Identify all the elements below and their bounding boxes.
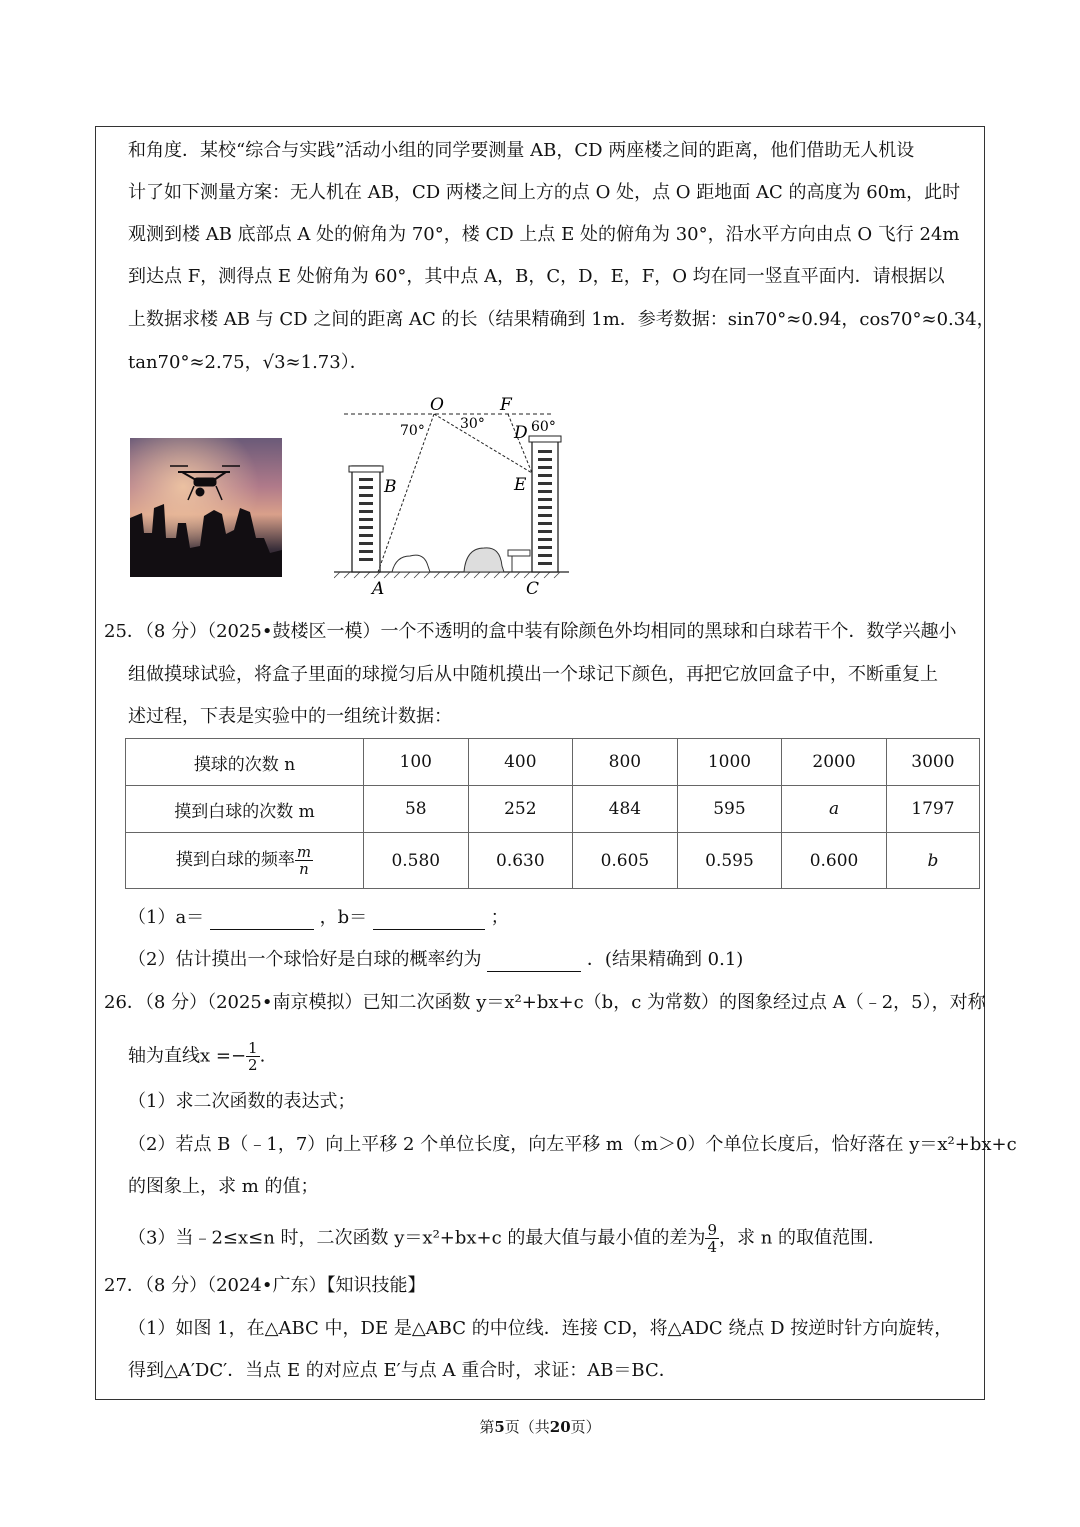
p25-line1: 25．（8 分）（2025•鼓楼区一模）一个不透明的盒中装有除颜色外均相同的黑球和白球若干个．数学兴趣小 xyxy=(104,621,957,642)
row3-head xyxy=(126,833,364,889)
table-row xyxy=(126,833,980,889)
table-cell: 100 xyxy=(364,739,469,786)
p26-q2a: （2）若点 B（﹣1，7）向上平移 2 个单位长度，向左平移 m（m＞0）个单位长度后，恰好落在 y＝x²+bx+c xyxy=(128,1134,1017,1155)
answer-blank-prob[interactable] xyxy=(487,953,581,972)
p27-line3: 得到△A′DC′．当点 E 的对应点 E′与点 A 重合时，求证：AB＝BC． xyxy=(128,1360,677,1381)
p26-q1: （1）求二次函数的表达式； xyxy=(128,1091,356,1112)
table-cell: 0.630 xyxy=(468,833,573,889)
fraction-nine-quarters xyxy=(705,1222,719,1255)
table-cell: 1797 xyxy=(886,786,979,833)
p24-line1: 和角度．某校“综合与实践”活动小组的同学要测量 AB，CD 两座楼之间的距离，他们借助无人机设 xyxy=(128,140,915,161)
table-cell: 0.605 xyxy=(573,833,678,889)
axis-label: 轴为直线x =− xyxy=(128,1045,247,1067)
label-b: B xyxy=(384,477,397,497)
table-cell: 0.580 xyxy=(364,833,469,889)
footer-total-pages: 20 xyxy=(549,1418,571,1436)
p25-line3: 述过程，下表是实验中的一组统计数据： xyxy=(128,706,452,727)
angle-30: 30° xyxy=(460,416,485,432)
table-cell: a xyxy=(782,786,887,833)
table-cell: 3000 xyxy=(886,739,979,786)
table-row xyxy=(126,786,980,833)
q2-label: （2）估计摸出一个球恰好是白球的概率约为 xyxy=(128,949,482,970)
geometry-diagram xyxy=(334,396,574,601)
q2-end: ．(结果精确到 0.1) xyxy=(586,949,744,970)
table-cell: 400 xyxy=(468,739,573,786)
row3-head-label: 摸到白球的频率 xyxy=(175,850,295,870)
frac-den: n xyxy=(299,860,309,878)
angle-70: 70° xyxy=(400,423,425,439)
p24-line2: 计了如下测量方案：无人机在 AB，CD 两楼之间上方的点 O 处，点 O 距地面 AC 的高度为 60m，此时 xyxy=(128,182,961,203)
label-a: A xyxy=(372,579,385,599)
frac-num: m xyxy=(296,843,312,861)
axis-end: . xyxy=(259,1045,266,1067)
p26-q3 xyxy=(128,1222,886,1255)
footer-post: 页） xyxy=(570,1418,601,1436)
p25-line2: 组做摸球试验，将盒子里面的球搅匀后从中随机摸出一个球记下颜色，再把它放回盒子中，不断重复上 xyxy=(128,664,938,685)
fraction-m-over-n xyxy=(295,844,313,877)
p25-q2 xyxy=(128,948,743,972)
frac-den: 4 xyxy=(707,1238,717,1256)
label-f: F xyxy=(500,396,512,415)
footer-mid: 页（共 xyxy=(504,1418,550,1436)
p25-q1 xyxy=(128,906,509,930)
angle-60: 60° xyxy=(531,419,556,435)
table-cell: 0.595 xyxy=(677,833,782,889)
label-c: C xyxy=(526,579,540,599)
table-cell: 0.600 xyxy=(782,833,887,889)
table-cell: 484 xyxy=(573,786,678,833)
q1-a-label: （1）a＝ xyxy=(128,907,205,928)
footer-page-number: 5 xyxy=(494,1418,505,1436)
p26-q2b: 的图象上，求 m 的值； xyxy=(128,1176,319,1197)
row2-head: 摸到白球的次数 m xyxy=(126,786,364,833)
p27-line2: （1）如图 1，在△ABC 中，DE 是△ABC 的中位线．连接 CD，将△ADC 绕点 D 按逆时针方向旋转， xyxy=(128,1318,953,1339)
table-cell: 800 xyxy=(573,739,678,786)
table-row xyxy=(126,739,980,786)
p24-line5: 上数据求楼 AB 与 CD 之间的距离 AC 的长（结果精确到 1m．参考数据：sin70°≈0.94，cos70°≈0.34， xyxy=(128,309,995,330)
page-footer xyxy=(0,1416,1080,1437)
table-cell: 2000 xyxy=(782,739,887,786)
drone-photo xyxy=(130,438,282,577)
frac-num: 9 xyxy=(707,1221,717,1239)
frac-num: 1 xyxy=(248,1039,258,1057)
fraction-one-half xyxy=(246,1040,260,1073)
table-cell: b xyxy=(886,833,979,889)
p24-line3: 观测到楼 AB 底部点 A 处的俯角为 70°，楼 CD 上点 E 处的俯角为 30°，沿水平方向由点 O 飞行 24m xyxy=(128,224,960,245)
label-d: D xyxy=(514,423,528,443)
p26-line1: 26．（8 分）（2025•南京模拟）已知二次函数 y＝x²+bx+c（b，c 为常数）的图象经过点 A（﹣2，5），对称 xyxy=(104,992,986,1013)
table-cell: 58 xyxy=(364,786,469,833)
table-cell: 252 xyxy=(468,786,573,833)
label-e: E xyxy=(514,475,527,495)
table-cell: 1000 xyxy=(677,739,782,786)
p24-line4: 到达点 F，测得点 E 处俯角为 60°，其中点 A，B，C，D，E，F，O 均在同一竖直平面内．请根据以 xyxy=(128,266,945,287)
table-cell: 595 xyxy=(677,786,782,833)
answer-blank-a[interactable] xyxy=(210,911,314,930)
p26-line2 xyxy=(128,1040,265,1073)
p27-line1: 27．（8 分）（2024•广东）【知识技能】 xyxy=(104,1275,426,1296)
answer-blank-b[interactable] xyxy=(373,911,485,930)
footer-pre: 第 xyxy=(479,1418,495,1436)
stats-table xyxy=(125,738,980,889)
q1-end: ； xyxy=(490,907,509,928)
label-o: O xyxy=(430,396,444,415)
row1-head: 摸球的次数 n xyxy=(126,739,364,786)
q1-b-label: ，b＝ xyxy=(319,907,368,928)
frac-den: 2 xyxy=(248,1056,258,1074)
p24-line6: tan70°≈2.75，√3≈1.73）． xyxy=(128,352,368,373)
q3-end: ，求 n 的取值范围． xyxy=(718,1227,887,1249)
q3-label: （3）当﹣2≤x≤n 时，二次函数 y＝x²+bx+c 的最大值与最小值的差为 xyxy=(128,1227,706,1249)
